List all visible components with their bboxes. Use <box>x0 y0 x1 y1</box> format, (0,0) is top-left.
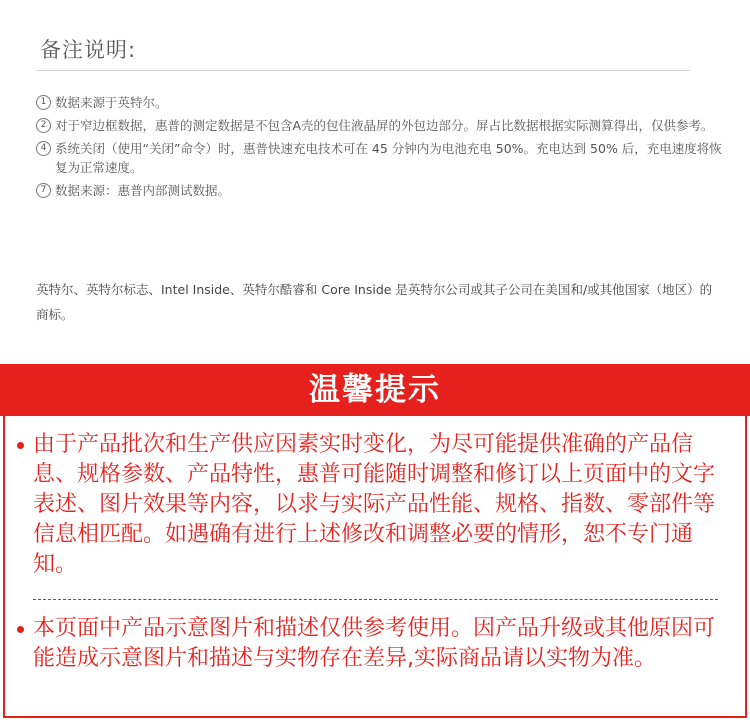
note-text: 数据来源于英特尔。 <box>55 95 168 110</box>
circled-number: 2 <box>36 118 51 133</box>
warm-tips-box <box>3 416 747 718</box>
note-item <box>36 139 726 177</box>
notes-divider <box>36 70 690 71</box>
circled-number: 7 <box>36 183 51 198</box>
circled-number: 1 <box>36 95 51 110</box>
note-text: 对于窄边框数据，惠普的测定数据是不包含A壳的包住液晶屏的外包边部分。屏占比数据根据实际测算得出，仅供参考。 <box>55 118 714 133</box>
warm-tip-text: 由于产品批次和生产供应因素实时变化，为尽可能提供准确的产品信息、规格参数、产品特性，惠普可能随时调整和修订以上页面中的文字表述、图片效果等内容，以求与实际产品性能、规格、指数、零部件等信息相匹配。如遇确有进行上述修改和调整必要的情形，恕不专门通知。 <box>33 432 716 577</box>
note-text: 数据来源：惠普内部测试数据。 <box>55 183 231 198</box>
dashed-divider <box>33 599 718 600</box>
warm-tip-text: 本页面中产品示意图片和描述仅供参考使用。因产品升级或其他原因可能造成示意图片和描述与实物存在差异,实际商品请以实物为准。 <box>33 616 716 671</box>
bullet-icon <box>17 442 24 449</box>
notes-list <box>36 93 726 204</box>
warm-tips-header: 温馨提示 <box>0 364 750 416</box>
trademark-notice: 英特尔、英特尔标志、Intel Inside、英特尔酷睿和 Core Inside 是英特尔公司或其子公司在美国和/或其他国家（地区）的商标。 <box>36 282 713 322</box>
note-item <box>36 93 726 112</box>
note-item <box>36 116 726 135</box>
warm-tip-item <box>33 430 718 580</box>
warm-tip-item <box>33 614 718 674</box>
circled-number: 4 <box>36 141 51 156</box>
note-item <box>36 181 726 200</box>
bullet-icon <box>17 626 24 633</box>
notes-title: 备注说明: <box>40 38 137 62</box>
note-text: 系统关闭（使用“关闭”命令）时，惠普快速充电技术可在 45 分钟内为电池充电 50%。充电达到 50% 后，充电速度将恢复为正常速度。 <box>55 141 722 175</box>
